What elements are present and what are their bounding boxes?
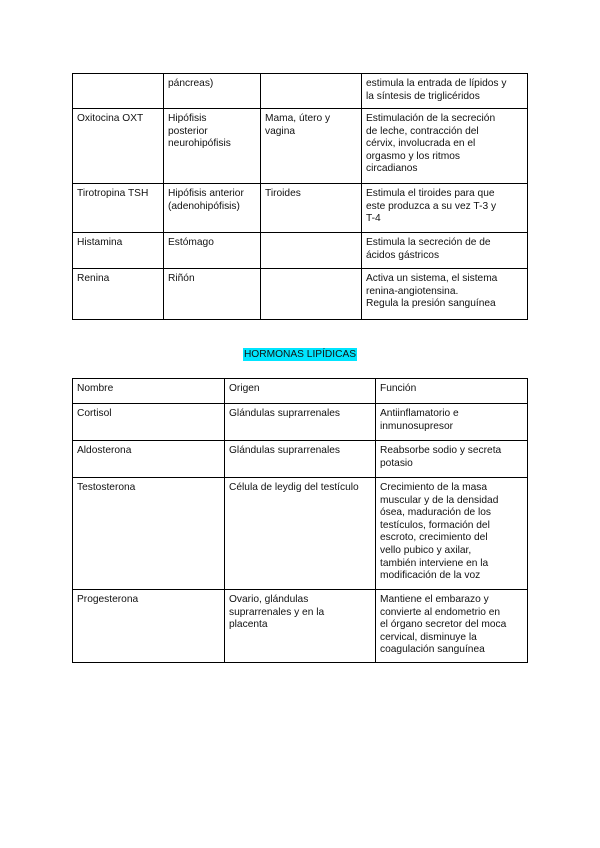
- section-heading-text: HORMONAS LIPÍDICAS: [243, 349, 357, 360]
- table-cell: Aldosterona: [73, 441, 225, 478]
- table-row: [73, 74, 528, 109]
- table-row: [73, 184, 528, 233]
- table-cell: estimula la entrada de lípidos y la síntesis de triglicéridos: [362, 74, 528, 109]
- table-cell: [73, 74, 164, 109]
- table-row: [73, 404, 528, 441]
- table-cell: Renina: [73, 269, 164, 320]
- column-header: Origen: [225, 379, 376, 404]
- table-cell: Activa un sistema, el sistema renina-angiotensina. Regula la presión sanguínea: [362, 269, 528, 320]
- table-cell: Progesterona: [73, 590, 225, 663]
- table-cell: [261, 269, 362, 320]
- section-heading: [0, 349, 600, 360]
- table-header-row: [73, 379, 528, 404]
- table-cell: [261, 74, 362, 109]
- table-cell: Ovario, glándulas suprarrenales y en la placenta: [225, 590, 376, 663]
- table-cell: Histamina: [73, 233, 164, 269]
- table-cell: Estimula la secreción de de ácidos gástricos: [362, 233, 528, 269]
- table-cell: Glándulas suprarrenales: [225, 441, 376, 478]
- table-row: [73, 441, 528, 478]
- table-cell: páncreas): [164, 74, 261, 109]
- hormones-table-continued: [72, 73, 528, 320]
- table-cell: Hipófisis anterior (adenohipófisis): [164, 184, 261, 233]
- table-row: [73, 109, 528, 184]
- table-row: [73, 590, 528, 663]
- table-cell: Tirotropina TSH: [73, 184, 164, 233]
- table-row: [73, 269, 528, 320]
- table-cell: Estimula el tiroides para que este produzca a su vez T-3 y T-4: [362, 184, 528, 233]
- lipid-hormones-table: [72, 378, 528, 663]
- table-cell: Riñón: [164, 269, 261, 320]
- column-header: Nombre: [73, 379, 225, 404]
- column-header: Función: [376, 379, 528, 404]
- table-cell: Mama, útero y vagina: [261, 109, 362, 184]
- table-cell: Antiinflamatorio e inmunosupresor: [376, 404, 528, 441]
- table-cell: Oxitocina OXT: [73, 109, 164, 184]
- table-cell: Reabsorbe sodio y secreta potasio: [376, 441, 528, 478]
- table-cell: Estómago: [164, 233, 261, 269]
- table-cell: Tiroides: [261, 184, 362, 233]
- table-cell: Estimulación de la secreción de leche, contracción del cérvix, involucrada en el orgasmo y los ritmos circadianos: [362, 109, 528, 184]
- table-row: [73, 233, 528, 269]
- table-cell: Mantiene el embarazo y convierte al endometrio en el órgano secretor del moca cervical, disminuye la coagulación sanguínea: [376, 590, 528, 663]
- table-cell: Testosterona: [73, 478, 225, 590]
- table-cell: [261, 233, 362, 269]
- table-cell: Cortisol: [73, 404, 225, 441]
- table-cell: Hipófisis posterior neurohipófisis: [164, 109, 261, 184]
- table-cell: Crecimiento de la masa muscular y de la densidad ósea, maduración de los testículos, formación del escroto, crecimiento del vello pubico y axilar, también interviene en la modificación de la voz: [376, 478, 528, 590]
- table-cell: Glándulas suprarrenales: [225, 404, 376, 441]
- table-row: [73, 478, 528, 590]
- table-cell: Célula de leydig del testículo: [225, 478, 376, 590]
